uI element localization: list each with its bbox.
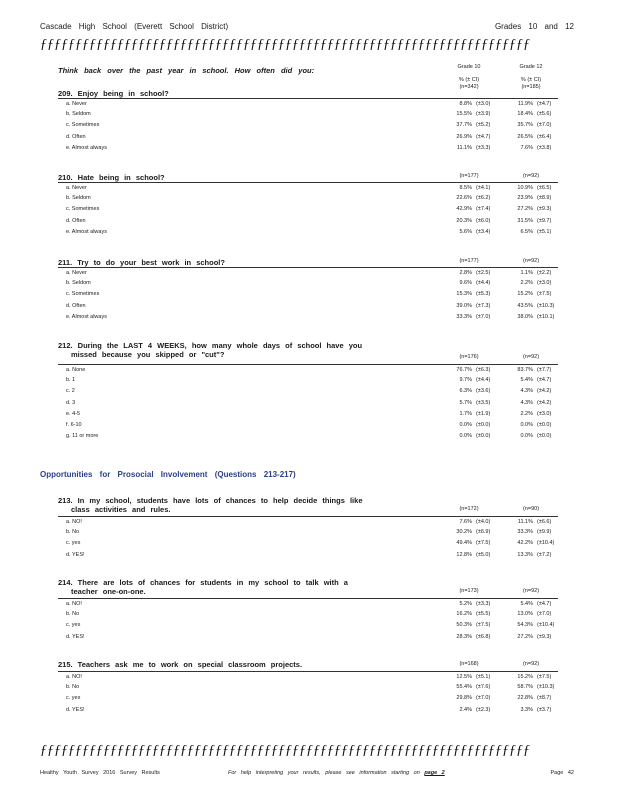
answer-label: b. No bbox=[66, 684, 80, 691]
grade10-percent: 5.2% bbox=[459, 601, 472, 607]
grade10-percent: 15.3% bbox=[456, 291, 472, 298]
grade10-ci: (±3.9) bbox=[476, 111, 491, 118]
grade10-ci: (±1.9) bbox=[476, 410, 491, 417]
answer-label: a. NO! bbox=[66, 519, 82, 525]
grade12-percent: 43.5% bbox=[517, 302, 533, 309]
grade10-percent: 8.5% bbox=[459, 185, 472, 191]
grade12-ci: (±5.1) bbox=[537, 228, 552, 235]
grade12-ci: (±4.7) bbox=[537, 101, 552, 107]
grade10-ci: (±6.8) bbox=[476, 633, 491, 640]
grade10-percent: 50.3% bbox=[456, 622, 472, 629]
page-number: Page 42 bbox=[550, 770, 574, 776]
bottom-rule: ƒƒƒƒƒƒƒƒƒƒƒƒƒƒƒƒƒƒƒƒƒƒƒƒƒƒƒƒƒƒƒƒƒƒƒƒƒƒƒƒƒƒƒƒƒƒƒƒƒƒƒƒƒƒƒƒƒƒƒƒƒƒƒƒƒƒƒƒƒƒ bbox=[40, 744, 530, 758]
grade10-ci: (±2.5) bbox=[476, 270, 491, 276]
sample-size: (n=172) bbox=[459, 506, 479, 512]
grade10-percent: 49.4% bbox=[456, 540, 472, 547]
grade10-ci: (±3.3) bbox=[476, 601, 491, 607]
question-title bbox=[58, 496, 388, 514]
question-title-line: 215. Teachers ask me to work on special classroom projects. bbox=[58, 660, 303, 669]
grade12-percent: 11.9% bbox=[517, 101, 533, 107]
question-title bbox=[58, 660, 388, 669]
grade12-percent: 38.0% bbox=[517, 313, 533, 320]
grade10-ci: (±7.6) bbox=[476, 684, 491, 691]
col-grade12-header bbox=[506, 64, 556, 91]
sample-size: (n=168) bbox=[459, 661, 479, 667]
grade12-percent: 4.3% bbox=[520, 388, 533, 395]
footer-help-note bbox=[228, 770, 445, 776]
col-n-label: (n=185) bbox=[521, 84, 541, 90]
answer-label: d. Often bbox=[66, 302, 86, 309]
grade10-percent: 0.0% bbox=[459, 422, 472, 428]
grade10-ci: (±5.1) bbox=[476, 674, 491, 680]
answer-label: g. 11 or more bbox=[66, 433, 99, 440]
grade12-ci: (±10.4) bbox=[537, 622, 555, 629]
grade12-percent: 42.2% bbox=[517, 540, 533, 547]
school-name: Cascade High School (Everett School District) bbox=[40, 22, 229, 31]
answer-label: a. Never bbox=[66, 185, 87, 191]
grade12-ci: (±10.1) bbox=[537, 313, 555, 320]
question-title-line: class activities and rules. bbox=[71, 505, 171, 514]
table-row bbox=[58, 278, 558, 288]
table-row bbox=[58, 431, 558, 441]
table-row bbox=[58, 609, 558, 619]
grade10-percent: 9.6% bbox=[459, 280, 472, 287]
grade12-ci: (±6.6) bbox=[537, 519, 552, 525]
grade10-ci: (±3.3) bbox=[476, 144, 491, 151]
grade10-ci: (±5.3) bbox=[476, 291, 491, 298]
sample-size: (n=176) bbox=[459, 354, 479, 360]
table-row bbox=[58, 527, 558, 537]
grade12-ci: (±6.4) bbox=[537, 133, 552, 140]
sample-size: (n=92) bbox=[522, 588, 540, 594]
answer-label: a. Never bbox=[66, 101, 87, 107]
table-row bbox=[58, 550, 558, 560]
grade10-ci: (±0.0) bbox=[476, 433, 491, 440]
sample-size: (n=173) bbox=[459, 588, 479, 594]
grade12-percent: 15.2% bbox=[517, 674, 533, 680]
answer-label: e. Almost always bbox=[66, 228, 107, 235]
question-title bbox=[58, 341, 388, 359]
answer-label: e. 4-5 bbox=[66, 410, 81, 417]
grade12-ci: (±7.5) bbox=[537, 291, 552, 298]
grade12-ci: (±9.7) bbox=[537, 217, 552, 224]
intro-prompt: Think back over the past year in school. How often did you: bbox=[58, 66, 315, 75]
table-row bbox=[58, 375, 558, 385]
grade10-percent: 26.9% bbox=[456, 133, 472, 140]
grade10-ci: (±6.0) bbox=[476, 217, 491, 224]
grade10-percent: 28.3% bbox=[456, 633, 472, 640]
grade10-percent: 55.4% bbox=[456, 684, 472, 691]
table-row bbox=[58, 693, 558, 703]
grade12-percent: 13.0% bbox=[517, 611, 533, 618]
grade12-percent: 7.6% bbox=[520, 144, 533, 151]
grade10-percent: 1.7% bbox=[459, 410, 472, 417]
grade10-ci: (±4.4) bbox=[476, 377, 491, 384]
col-grade10-header bbox=[444, 64, 494, 91]
footer-help-text: For help interpreting your results, please see information starting on bbox=[228, 770, 420, 776]
grade10-ci: (±7.0) bbox=[476, 695, 491, 702]
footer-page-link[interactable]: page 2 bbox=[424, 770, 445, 776]
grade12-ci: (±9.3) bbox=[537, 206, 552, 213]
grade10-percent: 33.3% bbox=[456, 313, 472, 320]
grade10-percent: 2.8% bbox=[459, 270, 472, 276]
grade12-percent: 2.2% bbox=[520, 410, 533, 417]
grade12-percent: 58.7% bbox=[517, 684, 533, 691]
table-row bbox=[58, 420, 558, 430]
sample-size: (n=92) bbox=[522, 661, 540, 667]
grade10-percent: 22.6% bbox=[456, 195, 472, 202]
grade12-ci: (±7.0) bbox=[537, 611, 552, 618]
grade10-ci: (±5.0) bbox=[476, 551, 491, 558]
grade12-percent: 31.5% bbox=[517, 217, 533, 224]
table-row bbox=[58, 143, 558, 153]
grade12-percent: 6.5% bbox=[520, 228, 533, 235]
grade10-percent: 16.2% bbox=[456, 611, 472, 618]
grade10-percent: 42.9% bbox=[456, 206, 472, 213]
grade10-percent: 2.4% bbox=[459, 706, 472, 713]
answer-label: c. Sometimes bbox=[66, 206, 100, 213]
answer-label: b. No bbox=[66, 529, 80, 536]
table-row bbox=[58, 705, 558, 715]
grade10-ci: (±7.3) bbox=[476, 302, 491, 309]
answer-label: a. NO! bbox=[66, 601, 82, 607]
answer-label: d. Often bbox=[66, 133, 86, 140]
grade12-percent: 10.9% bbox=[517, 185, 533, 191]
answer-label: c. Sometimes bbox=[66, 122, 100, 129]
grade10-ci: (±6.2) bbox=[476, 195, 491, 202]
grade10-ci: (±4.7) bbox=[476, 133, 491, 140]
answer-label: d. YES! bbox=[66, 633, 85, 640]
grade12-ci: (±6.5) bbox=[537, 185, 552, 191]
sample-size: (n=92) bbox=[522, 258, 540, 264]
grade10-ci: (±3.4) bbox=[476, 228, 491, 235]
grade10-ci: (±7.5) bbox=[476, 622, 491, 629]
question-title-line: teacher one-on-one. bbox=[71, 587, 146, 596]
grade12-percent: 27.2% bbox=[517, 206, 533, 213]
table-row bbox=[58, 109, 558, 119]
grade12-ci: (±3.0) bbox=[537, 280, 552, 287]
grade10-percent: 11.1% bbox=[456, 144, 472, 151]
grade12-percent: 0.0% bbox=[520, 433, 533, 440]
table-row bbox=[58, 671, 558, 682]
sample-size: (n=90) bbox=[522, 506, 540, 512]
grade12-percent: 18.4% bbox=[517, 111, 533, 118]
table-row bbox=[58, 120, 558, 130]
question-title-line: 213. In my school, students have lots of chances to help decide things like bbox=[58, 496, 363, 505]
grade12-percent: 11.1% bbox=[517, 519, 533, 525]
question-title-line: missed because you skipped or "cut"? bbox=[71, 350, 225, 359]
question-title-line: 209. Enjoy being in school? bbox=[58, 89, 169, 98]
grade12-ci: (±2.2) bbox=[537, 270, 552, 276]
answer-label: b. Seldom bbox=[66, 280, 91, 287]
grade12-ci: (±7.2) bbox=[537, 551, 552, 558]
question-title bbox=[58, 578, 388, 596]
grade12-ci: (±4.7) bbox=[537, 601, 552, 607]
sample-size: (n=177) bbox=[459, 173, 479, 179]
question-title-line: 212. During the LAST 4 WEEKS, how many whole days of school have you bbox=[58, 341, 363, 350]
grade12-ci: (±9.3) bbox=[537, 633, 552, 640]
answer-label: c. Sometimes bbox=[66, 291, 100, 298]
grade12-ci: (±10.3) bbox=[537, 684, 555, 691]
col-pct-label: % (± CI) bbox=[458, 77, 480, 83]
answer-label: f. 6-10 bbox=[66, 422, 82, 428]
grade12-ci: (±3.8) bbox=[537, 144, 552, 151]
grade10-percent: 15.5% bbox=[456, 111, 472, 118]
answer-label: b. Seldom bbox=[66, 111, 91, 118]
answer-label: a. Never bbox=[66, 270, 87, 276]
grade12-percent: 22.8% bbox=[517, 695, 533, 702]
answer-label: e. Almost always bbox=[66, 313, 107, 320]
grade12-ci: (±10.3) bbox=[537, 302, 555, 309]
col-grade-label: Grade 12 bbox=[519, 64, 543, 70]
question-title-line: 214. There are lots of chances for students in my school to talk with a bbox=[58, 578, 348, 587]
grade12-ci: (±3.7) bbox=[537, 706, 552, 713]
grade10-ci: (±0.0) bbox=[476, 422, 491, 428]
grade12-percent: 15.2% bbox=[517, 291, 533, 298]
grade12-ci: (±4.7) bbox=[537, 377, 552, 384]
grade10-percent: 0.0% bbox=[459, 433, 472, 440]
answer-label: d. Often bbox=[66, 217, 86, 224]
grade10-percent: 12.8% bbox=[456, 551, 472, 558]
grade12-ci: (±3.0) bbox=[537, 410, 552, 417]
table-row bbox=[58, 364, 558, 375]
grade12-ci: (±5.6) bbox=[537, 111, 552, 118]
sample-size: (n=92) bbox=[522, 354, 540, 360]
answer-label: c. yes bbox=[66, 540, 81, 547]
grade12-percent: 54.3% bbox=[517, 622, 533, 629]
grade12-percent: 4.3% bbox=[520, 399, 533, 406]
grade10-percent: 37.7% bbox=[456, 122, 472, 129]
table-row bbox=[58, 516, 558, 527]
table-row bbox=[58, 289, 558, 299]
grade12-ci: (±8.7) bbox=[537, 695, 552, 702]
answer-label: e. Almost always bbox=[66, 144, 107, 151]
grade10-percent: 5.6% bbox=[459, 228, 472, 235]
grade10-percent: 12.5% bbox=[456, 674, 472, 680]
table-row bbox=[58, 538, 558, 548]
grade10-ci: (±7.4) bbox=[476, 206, 491, 213]
table-row bbox=[58, 598, 558, 609]
grade12-percent: 13.3% bbox=[517, 551, 533, 558]
table-row bbox=[58, 301, 558, 311]
grade12-percent: 5.4% bbox=[520, 601, 533, 607]
grade10-ci: (±3.6) bbox=[476, 388, 491, 395]
answer-label: a. None bbox=[66, 367, 86, 373]
grade12-ci: (±9.9) bbox=[537, 529, 552, 536]
answer-label: b. 1 bbox=[66, 377, 76, 384]
answer-label: d. 3 bbox=[66, 399, 76, 406]
grade10-percent: 76.7% bbox=[456, 367, 472, 373]
footer-survey-title: Healthy Youth Survey 2016 Survey Results bbox=[40, 770, 160, 776]
section-heading: Opportunities for Prosocial Involvement (Questions 213-217) bbox=[40, 470, 296, 479]
grade10-percent: 5.7% bbox=[459, 399, 472, 406]
table-row bbox=[58, 98, 558, 109]
grades-label: Grades 10 and 12 bbox=[494, 22, 574, 31]
answer-label: b. No bbox=[66, 611, 80, 618]
grade12-percent: 0.0% bbox=[520, 422, 533, 428]
question-title bbox=[58, 173, 388, 182]
grade10-percent: 30.2% bbox=[456, 529, 472, 536]
grade12-ci: (±0.0) bbox=[537, 422, 552, 428]
grade12-ci: (±0.0) bbox=[537, 433, 552, 440]
table-row bbox=[58, 216, 558, 226]
grade12-percent: 3.3% bbox=[520, 706, 533, 713]
grade12-ci: (±7.7) bbox=[537, 367, 552, 373]
col-pct-label: % (± CI) bbox=[520, 77, 542, 83]
table-row bbox=[58, 204, 558, 214]
grade12-percent: 35.7% bbox=[517, 122, 533, 129]
grade10-ci: (±6.3) bbox=[476, 367, 491, 373]
grade12-ci: (±4.2) bbox=[537, 399, 552, 406]
grade12-ci: (±10.4) bbox=[537, 540, 555, 547]
table-row bbox=[58, 682, 558, 692]
grade12-percent: 26.5% bbox=[517, 133, 533, 140]
grade10-ci: (±2.3) bbox=[476, 706, 491, 713]
table-row bbox=[58, 386, 558, 396]
grade10-ci: (±4.0) bbox=[476, 519, 491, 525]
grade12-percent: 83.7% bbox=[517, 367, 533, 373]
answer-label: c. yes bbox=[66, 695, 81, 702]
col-n-label: (n=342) bbox=[459, 84, 479, 90]
grade12-ci: (±4.2) bbox=[537, 388, 552, 395]
grade10-ci: (±7.0) bbox=[476, 313, 491, 320]
grade10-ci: (±4.1) bbox=[476, 185, 491, 191]
table-row bbox=[58, 132, 558, 142]
grade12-percent: 23.9% bbox=[517, 195, 533, 202]
grade10-ci: (±3.0) bbox=[476, 101, 491, 107]
table-row bbox=[58, 398, 558, 408]
grade10-ci: (±3.5) bbox=[476, 399, 491, 406]
grade10-percent: 8.8% bbox=[459, 101, 472, 107]
table-row bbox=[58, 182, 558, 193]
sample-size: (n=92) bbox=[522, 173, 540, 179]
answer-label: a. NO! bbox=[66, 674, 82, 680]
answer-label: d. YES! bbox=[66, 551, 85, 558]
question-title bbox=[58, 89, 388, 98]
grade10-ci: (±7.5) bbox=[476, 540, 491, 547]
grade12-ci: (±7.5) bbox=[537, 674, 552, 680]
top-rule: ƒƒƒƒƒƒƒƒƒƒƒƒƒƒƒƒƒƒƒƒƒƒƒƒƒƒƒƒƒƒƒƒƒƒƒƒƒƒƒƒƒƒƒƒƒƒƒƒƒƒƒƒƒƒƒƒƒƒƒƒƒƒƒƒƒƒƒƒƒƒ bbox=[40, 38, 530, 52]
col-grade-label: Grade 10 bbox=[457, 64, 481, 70]
grade12-ci: (±8.9) bbox=[537, 195, 552, 202]
grade10-ci: (±5.2) bbox=[476, 122, 491, 129]
grade12-percent: 1.1% bbox=[520, 270, 533, 276]
grade10-percent: 29.8% bbox=[456, 695, 472, 702]
sample-size: (n=177) bbox=[459, 258, 479, 264]
grade12-percent: 27.2% bbox=[517, 633, 533, 640]
grade10-percent: 39.0% bbox=[456, 302, 472, 309]
grade12-percent: 2.2% bbox=[520, 280, 533, 287]
table-row bbox=[58, 312, 558, 322]
answer-label: c. yes bbox=[66, 622, 81, 629]
grade12-percent: 5.4% bbox=[520, 377, 533, 384]
table-row bbox=[58, 632, 558, 642]
grade10-ci: (±4.4) bbox=[476, 280, 491, 287]
grade10-percent: 7.6% bbox=[459, 519, 472, 525]
grade10-percent: 20.3% bbox=[456, 217, 472, 224]
question-title-line: 210. Hate being in school? bbox=[58, 173, 165, 182]
question-title bbox=[58, 258, 388, 267]
answer-label: c. 2 bbox=[66, 388, 75, 395]
grade10-percent: 6.3% bbox=[459, 388, 472, 395]
grade10-percent: 9.7% bbox=[459, 377, 472, 384]
table-row bbox=[58, 227, 558, 237]
table-row bbox=[58, 267, 558, 278]
table-row bbox=[58, 620, 558, 630]
grade10-ci: (±5.5) bbox=[476, 611, 491, 618]
table-row bbox=[58, 409, 558, 419]
answer-label: d. YES! bbox=[66, 706, 85, 713]
grade12-ci: (±7.0) bbox=[537, 122, 552, 129]
grade12-percent: 33.3% bbox=[517, 529, 533, 536]
question-title-line: 211. Try to do your best work in school? bbox=[58, 258, 225, 267]
grade10-ci: (±6.9) bbox=[476, 529, 491, 536]
table-row bbox=[58, 193, 558, 203]
answer-label: b. Seldom bbox=[66, 195, 91, 202]
